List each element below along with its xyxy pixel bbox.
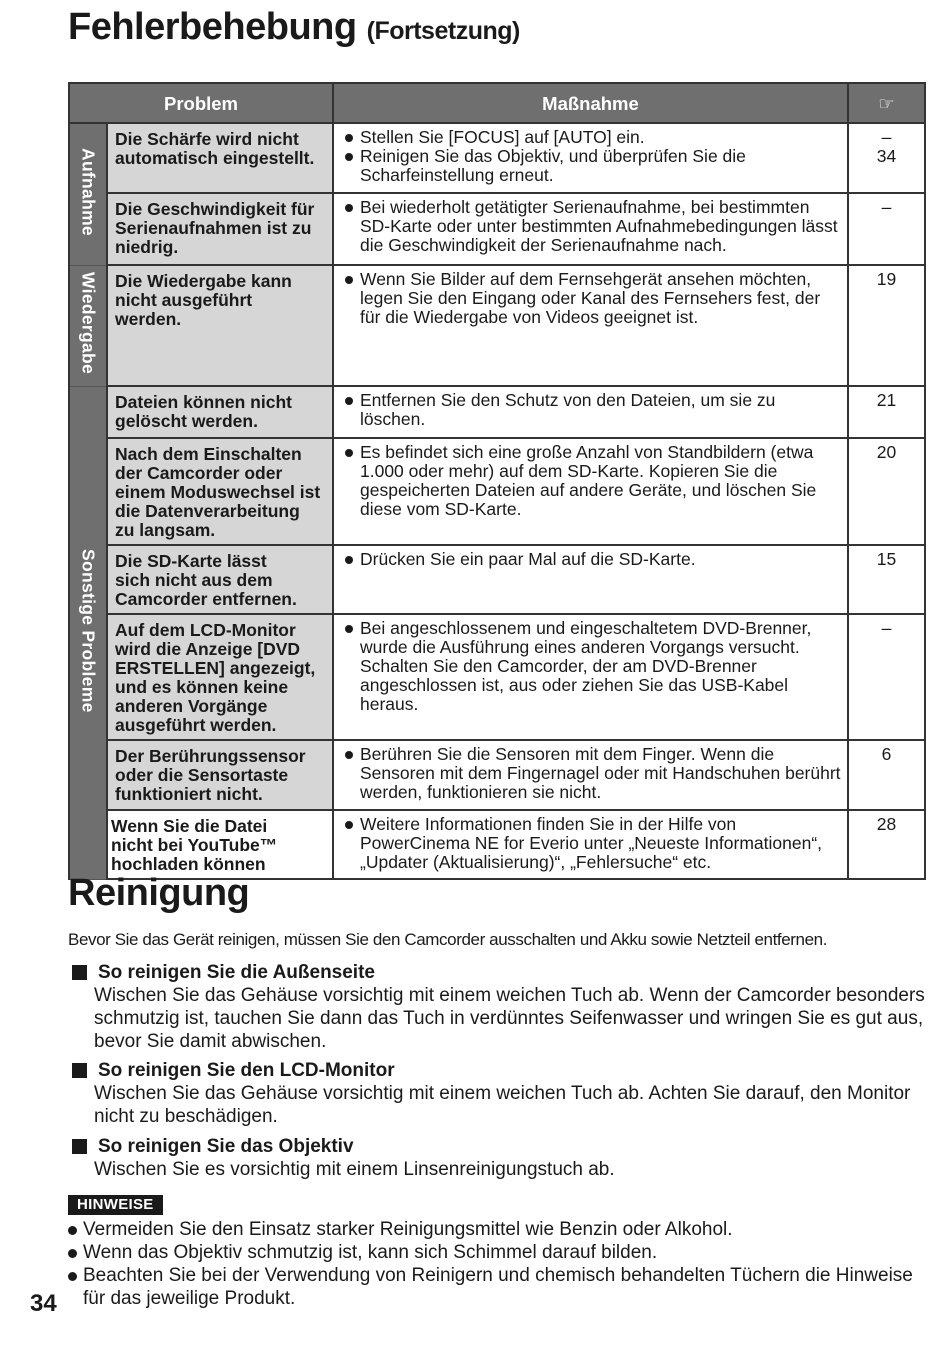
problem-line: Die Geschwindigkeit für [115,199,315,219]
notes-badge: HINWEISE [68,1195,163,1215]
table-row [69,193,925,265]
action-cell [333,810,848,879]
problem-line: nicht ausgeführt [115,290,253,310]
category-label: Wiedergabe [78,272,99,375]
cleaning-section-lens [68,1135,928,1181]
reference-cell [848,810,925,879]
section-heading [68,1059,928,1082]
problem-line: Die Schärfe wird nicht [115,129,299,149]
action-cell [333,740,848,810]
reference-cell [848,123,925,193]
section-body: Wischen Sie es vorsichtig mit einem Linsenreinigungstuch ab. [94,1159,615,1180]
table-header-row [69,83,925,123]
problem-line: einem Moduswechsel ist [115,482,321,502]
section-heading [68,961,928,984]
problem-line: anderen Vorgänge [115,696,268,716]
action-cell [333,438,848,545]
problem-line: Die Wiedergabe kann [115,271,292,291]
problem-line: ERSTELLEN] angezeigt, [115,658,316,678]
problem-cell [107,193,333,265]
problem-line: Die SD-Karte lässt [115,551,267,571]
table-row [69,740,925,810]
reinigung-intro: Bevor Sie das Gerät reinigen, müssen Sie den Camcorder ausschalten und Akku sowie Netzteil entfernen. [68,930,828,949]
action-item: Berühren Sie die Sensoren mit dem Finger. Wenn die Sensoren mit dem Fingernagel oder mit Handschuhen berührt werden, funktionieren sie nicht. [344,745,841,802]
section-heading-text: So reinigen Sie die Außenseite [98,962,375,983]
section-heading [68,1135,928,1158]
table-row [69,386,925,438]
problem-line: automatisch eingestellt. [115,148,315,168]
action-item: Stellen Sie [FOCUS] auf [AUTO] ein. [344,128,841,147]
page-title-main: Fehlerbehebung [68,6,357,48]
problem-cell [107,438,333,545]
reference-hand-icon: ☞ [848,83,925,123]
square-bullet-icon [72,1063,87,1078]
problem-line: werden. [115,309,182,329]
action-cell [333,265,848,386]
problem-cell [107,386,333,438]
action-item: Es befindet sich eine große Anzahl von Standbildern (etwa 1.000 oder mehr) auf dem SD-Karte. Kopieren Sie die gespeicherten Dateien auf andere Geräte, und löschen Sie diese vom SD-Karte. [344,443,841,519]
page-reference: 28 [876,814,897,834]
page-reference: – [881,197,892,217]
table-row [69,614,925,740]
section-body: Wischen Sie das Gehäuse vorsichtig mit einem weichen Tuch ab. Achten Sie darauf, den Monitor nicht zu beschädigen. [94,1083,911,1127]
category-wiedergabe [69,265,107,386]
action-item: Reinigen Sie das Objektiv, und überprüfen Sie die Scharfeinstellung erneut. [344,147,841,185]
problem-line: Der Berührungssensor [115,746,306,766]
cleaning-section-lcd [68,1059,928,1128]
problem-line: ausgeführt werden. [115,715,277,735]
square-bullet-icon [72,965,87,980]
problem-cell [107,810,333,879]
action-cell [333,123,848,193]
reference-cell [848,438,925,545]
problem-line: zu langsam. [115,520,216,540]
section-heading-text: So reinigen Sie den LCD-Monitor [98,1060,395,1081]
page-reference: – [881,127,892,147]
table-row [69,438,925,545]
category-label: Aufnahme [78,148,99,237]
problem-line: sich nicht aus dem [115,570,273,590]
problem-line: niedrig. [115,237,179,257]
table-row [69,810,925,879]
action-item: Wenn Sie Bilder auf dem Fernsehgerät ansehen möchten, legen Sie den Eingang oder Kanal des Fernsehers fest, der für die Wiedergabe von Videos geeignet ist. [344,270,841,327]
column-header-action: Maßnahme [333,83,848,123]
problem-line: Wenn Sie die Datei [111,816,268,836]
table-row [69,265,925,386]
reference-cell [848,545,925,614]
problem-cell [107,740,333,810]
problem-cell [107,265,333,386]
column-header-problem: Problem [69,83,333,123]
reference-cell [848,740,925,810]
problem-line: Dateien können nicht [115,392,292,412]
page-reference: 20 [876,442,897,462]
action-item: Bei angeschlossenem und eingeschaltetem DVD-Brenner, wurde die Ausführung eines anderen Vorgangs versucht. Schalten Sie den Camcorder, der am DVD-Brenner angeschlossen ist, aus oder ziehen Sie das USB-Kabel heraus. [344,619,841,714]
page-reference: 21 [876,390,897,410]
problem-line: wird die Anzeige [DVD [115,639,301,659]
troubleshooting-table [68,82,926,880]
action-cell [333,545,848,614]
table-row [69,123,925,193]
problem-line: funktioniert nicht. [115,784,263,804]
problem-line: der Camcorder oder [115,463,283,483]
page-reference: 19 [876,269,897,289]
problem-cell [107,123,333,193]
action-item: Drücken Sie ein paar Mal auf die SD-Karte. [344,550,841,569]
problem-line: hochladen können [111,854,266,874]
problem-line: oder die Sensortaste [115,765,289,785]
problem-cell [107,614,333,740]
reinigung-heading: Reinigung [68,872,250,914]
page-reference: 6 [881,744,892,764]
table-row [69,545,925,614]
section-body: Wischen Sie das Gehäuse vorsichtig mit einem weichen Tuch ab. Wenn der Camcorder besonders schmutzig ist, tauchen Sie dann das Tuch in verdünntes Seifenwasser und wringen Sie es gut aus, bevor Sie damit abwischen. [94,985,925,1052]
category-aufnahme [69,123,107,265]
page-title-sub: (Fortsetzung) [366,17,520,45]
page-reference: 15 [876,549,897,569]
problem-line: und es können keine [115,677,289,697]
reference-cell [848,614,925,740]
reference-cell [848,193,925,265]
problem-line: nicht bei YouTube™ [111,835,278,855]
problem-line: Auf dem LCD-Monitor [115,620,296,640]
problem-cell [107,545,333,614]
reference-cell [848,265,925,386]
note-item: Wenn das Objektiv schmutzig ist, kann sich Schimmel darauf bilden. [68,1241,928,1264]
action-cell [333,614,848,740]
problem-line: gelöscht werden. [115,411,258,431]
action-cell [333,386,848,438]
action-item: Entfernen Sie den Schutz von den Dateien, um sie zu löschen. [344,391,841,429]
page-title [68,6,520,49]
action-item: Bei wiederholt getätigter Serienaufnahme, bei bestimmten SD-Karte oder unter bestimmten Aufnahmebedingungen lässt die Geschwindigkeit der Serienaufnahme nach. [344,198,841,255]
cleaning-section-exterior [68,961,928,1053]
note-item: Vermeiden Sie den Einsatz starker Reinigungsmittel wie Benzin oder Alkohol. [68,1218,928,1241]
page-reference: 34 [876,146,897,166]
category-label: Sonstige Probleme [78,548,99,713]
problem-line: die Datenverarbeitung [115,501,300,521]
problem-line: Camcorder entfernen. [115,589,297,609]
problem-line: Nach dem Einschalten [115,444,302,464]
square-bullet-icon [72,1139,87,1154]
page-reference: – [881,618,892,638]
action-cell [333,193,848,265]
problem-line: Serienaufnahmen ist zu [115,218,312,238]
page-number: 34 [30,1290,57,1317]
action-item: Weitere Informationen finden Sie in der Hilfe von PowerCinema NE for Everio unter „Neueste Informationen“, „Updater (Aktualisierung)“, „Fehlersuche“ etc. [344,815,841,872]
category-sonstige-probleme [69,386,107,879]
section-heading-text: So reinigen Sie das Objektiv [98,1136,354,1157]
note-item: Beachten Sie bei der Verwendung von Reinigern und chemisch behandelten Tüchern die Hinweise für das jeweilige Produkt. [68,1264,928,1310]
notes-list [68,1218,928,1310]
reference-cell [848,386,925,438]
